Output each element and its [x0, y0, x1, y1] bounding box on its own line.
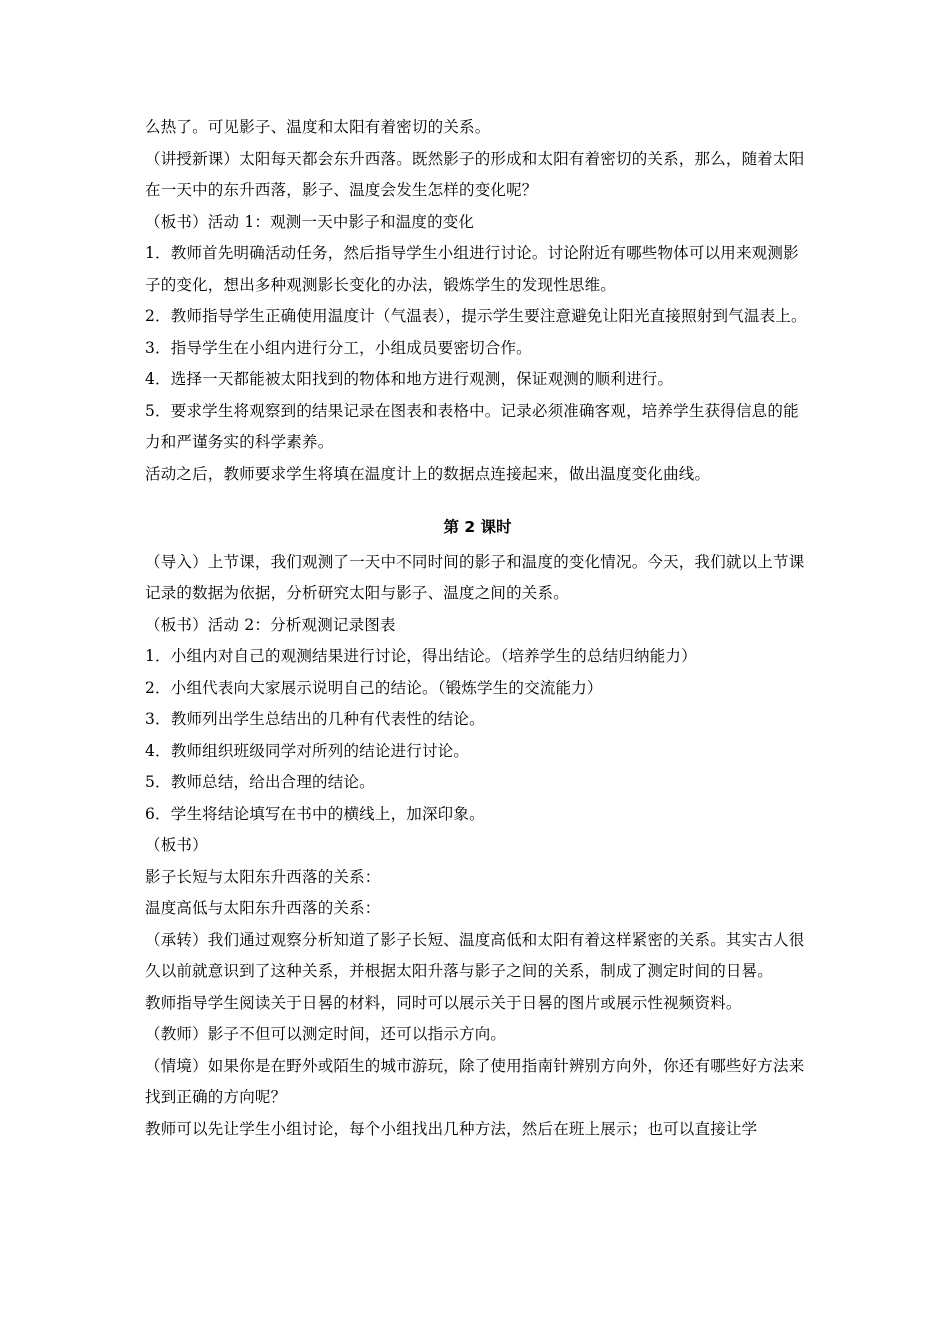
paragraph: （承转）我们通过观察分析知道了影子长短、温度高低和太阳有着这样紧密的关系。其实古人很久以前就意识到了这种关系，并根据太阳升落与影子之间的关系，制成了测定时间的日晷。	[145, 930, 805, 980]
paragraph: 2．教师指导学生正确使用温度计（气温表），提示学生要注意避免让阳光直接照射到气温表上。	[145, 307, 807, 325]
paragraph: 1．小组内对自己的观测结果进行讨论，得出结论。（培养学生的总结归纳能力）	[145, 647, 697, 665]
section-heading: 第 2 课时	[443, 518, 512, 536]
paragraph: （导入）上节课，我们观测了一天中不同时间的影子和温度的变化情况。今天，我们就以上节课记录的数据为依据，分析研究太阳与影子、温度之间的关系。	[145, 552, 805, 602]
paragraph: （板书）活动 2：分析观测记录图表	[145, 615, 396, 634]
paragraph: 4．选择一天都能被太阳找到的物体和地方进行观测，保证观测的顺利进行。	[145, 370, 674, 388]
document-page	[145, 112, 810, 1145]
paragraph: 5．要求学生将观察到的结果记录在图表和表格中。记录必须准确客观，培养学生获得信息的能力和严谨务实的科学素养。	[145, 401, 799, 451]
paragraph: 1．教师首先明确活动任务，然后指导学生小组进行讨论。讨论附近有哪些物体可以用来观测影子的变化，想出多种观测影长变化的办法，锻炼学生的发现性思维。	[145, 244, 799, 294]
paragraph: 6．学生将结论填写在书中的横线上，加深印象。	[145, 804, 485, 823]
paragraph: （讲授新课）太阳每天都会东升西落。既然影子的形成和太阳有着密切的关系，那么，随着太阳在一天中的东升西落，影子、温度会发生怎样的变化呢？	[145, 149, 805, 199]
paragraph: （教师）影子不但可以测定时间，还可以指示方向。	[145, 1025, 507, 1043]
paragraph: （板书）	[145, 836, 208, 854]
paragraph: 影子长短与太阳东升西落的关系：	[145, 867, 381, 886]
paragraph: 么热了。可见影子、温度和太阳有着密切的关系。	[145, 118, 491, 136]
paragraph: 教师指导学生阅读关于日晷的材料，同时可以展示关于日晷的图片或展示性视频资料。	[145, 993, 742, 1012]
paragraph: 5．教师总结，给出合理的结论。	[145, 773, 375, 791]
paragraph: 3．教师列出学生总结出的几种有代表性的结论。	[145, 710, 485, 728]
paragraph: 3．指导学生在小组内进行分工，小组成员要密切合作。	[145, 338, 532, 357]
paragraph: 温度高低与太阳东升西落的关系：	[145, 899, 381, 917]
paragraph: 2．小组代表向大家展示说明自己的结论。（锻炼学生的交流能力）	[145, 678, 603, 697]
paragraph: 教师可以先让学生小组讨论，每个小组找出几种方法，然后在班上展示；也可以直接让学	[145, 1119, 758, 1138]
paragraph: 4．教师组织班级同学对所列的结论进行讨论。	[145, 741, 470, 760]
paragraph: （情境）如果你是在野外或陌生的城市游玩，除了使用指南针辨别方向外，你还有哪些好方法来找到正确的方向呢？	[145, 1056, 805, 1106]
paragraph: （板书）活动 1：观测一天中影子和温度的变化	[145, 212, 475, 231]
paragraph: 活动之后，教师要求学生将填在温度计上的数据点连接起来，做出温度变化曲线。	[145, 464, 711, 483]
